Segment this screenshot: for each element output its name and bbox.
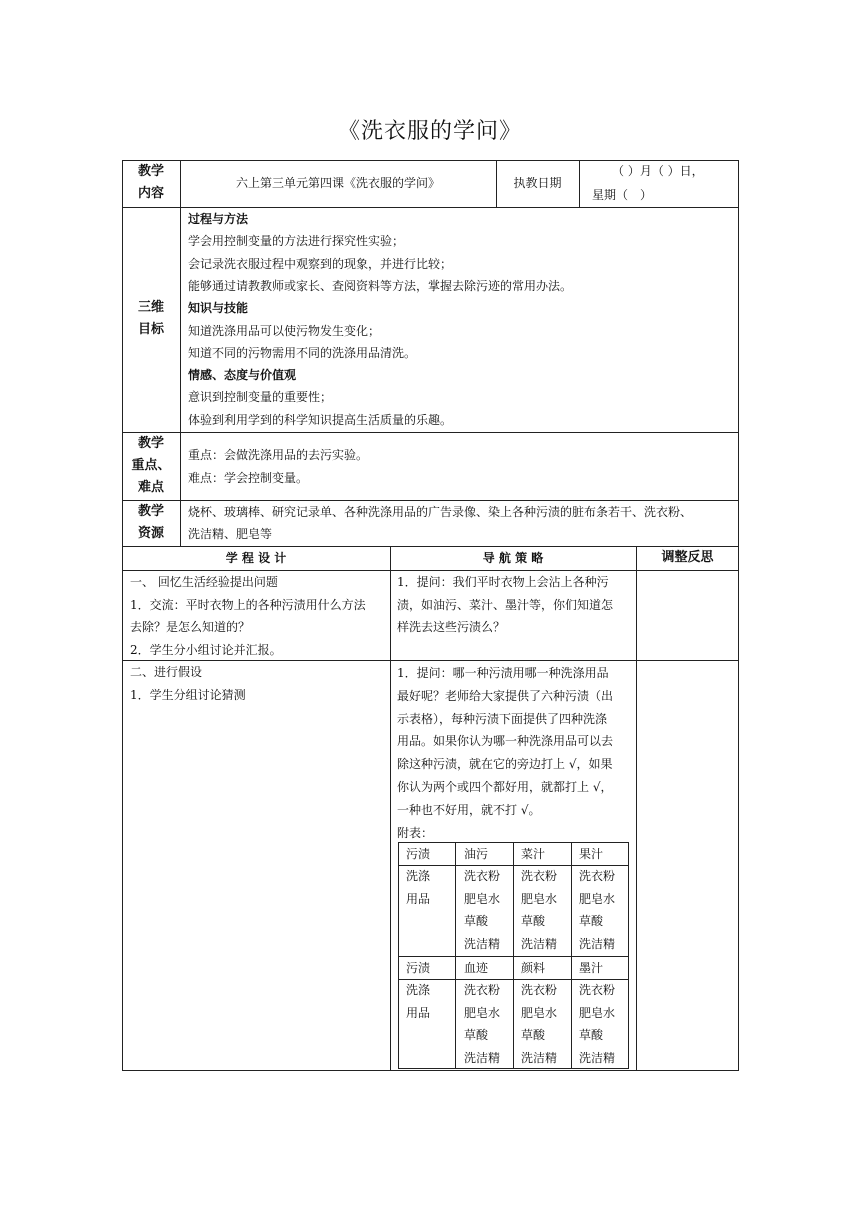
col-divider bbox=[390, 546, 391, 1071]
col-divider bbox=[636, 546, 637, 1071]
col-divider bbox=[180, 160, 181, 546]
product-name: 洗洁精 bbox=[464, 1051, 501, 1066]
product-name: 草酸 bbox=[464, 1028, 489, 1043]
stain-name: 血迹 bbox=[464, 961, 489, 975]
subtable-col-divider bbox=[513, 842, 514, 1069]
product-name: 洗洁精 bbox=[579, 1051, 616, 1066]
goal-heading: 情感、态度与价值观 bbox=[188, 368, 297, 383]
strategy-line: 你认为两个或四个都好用，就都打上 √， bbox=[397, 780, 613, 794]
product-name: 洗衣粉 bbox=[464, 983, 501, 997]
product-name: 草酸 bbox=[579, 1028, 604, 1043]
strategy-line: 附表： bbox=[397, 825, 434, 840]
product-name: 洗洁精 bbox=[579, 937, 616, 952]
product-name: 肥皂水 bbox=[579, 1005, 616, 1020]
label-line: 目标 bbox=[137, 322, 164, 337]
stain-name: 油污 bbox=[464, 847, 489, 861]
label-line: 三维 bbox=[137, 300, 164, 315]
stain-row-label: 污渍 bbox=[406, 847, 431, 861]
goal-line: 学会用控制变量的方法进行探究性实验； bbox=[188, 234, 405, 249]
label-line: 教学 bbox=[137, 164, 164, 179]
strategy-line: 用品。如果你认为哪一种洗涤用品可以去 bbox=[397, 734, 614, 749]
product-name: 草酸 bbox=[464, 914, 489, 929]
learning-line: 二、进行假设 bbox=[130, 665, 203, 679]
learning-line: 1．学生分组讨论猜测 bbox=[130, 688, 246, 702]
label-line: 教学 bbox=[137, 436, 164, 451]
label-line: 内容 bbox=[137, 186, 164, 201]
product-name: 洗衣粉 bbox=[579, 869, 616, 883]
product-name: 洗衣粉 bbox=[464, 869, 501, 883]
stain-row-label: 污渍 bbox=[406, 961, 431, 975]
label-line: 教学 bbox=[137, 504, 164, 519]
product-name: 草酸 bbox=[521, 914, 546, 929]
product-name: 洗洁精 bbox=[521, 1051, 558, 1066]
goal-line: 知道不同的污物需用不同的洗涤用品清洗。 bbox=[188, 345, 417, 360]
products-row-label: 洗涤 bbox=[406, 983, 431, 997]
header-navigation-strategy: 导 航 策 略 bbox=[482, 551, 544, 565]
teaching-date-value: （ ）月（ ）日， bbox=[612, 164, 704, 178]
products-row-label: 洗涤 bbox=[406, 869, 431, 883]
strategy-line: 样洗去这些污渍么？ bbox=[397, 620, 506, 634]
goal-heading: 知识与技能 bbox=[188, 301, 249, 316]
stain-name: 果汁 bbox=[579, 847, 604, 861]
row-divider bbox=[122, 432, 739, 433]
header-learning-design: 学 程 设 计 bbox=[225, 551, 287, 565]
products-row-label: 用品 bbox=[406, 1006, 431, 1020]
products-row-label: 用品 bbox=[406, 892, 431, 906]
strategy-line: 渍，如油污、菜汁、墨汁等，你们知道怎 bbox=[397, 597, 614, 612]
label-line: 重点、 bbox=[131, 458, 171, 473]
col-divider bbox=[579, 160, 580, 207]
row-label-three-dimensional-goals bbox=[122, 297, 180, 341]
strategy-line: 1．提问：我们平时衣物上会沾上各种污 bbox=[397, 575, 609, 589]
product-name: 洗衣粉 bbox=[521, 983, 558, 997]
product-name: 草酸 bbox=[579, 914, 604, 929]
product-name: 肥皂水 bbox=[579, 891, 616, 906]
teaching-weekday-value: 星期（ ） bbox=[592, 188, 653, 202]
label-line: 难点 bbox=[137, 480, 164, 495]
teaching-date-label: 执教日期 bbox=[513, 176, 562, 190]
resources-line: 洗洁精、肥皂等 bbox=[188, 527, 273, 541]
goal-line: 体验到利用学到的科学知识提高生活质量的乐趣。 bbox=[188, 412, 453, 427]
strategy-line: 1．提问：哪一种污渍用哪一种洗涤用品 bbox=[397, 666, 609, 680]
strategy-line: 除这种污渍，就在它的旁边打上 √，如果 bbox=[397, 757, 613, 772]
stain-name: 墨汁 bbox=[579, 961, 604, 975]
row-label-teaching-content bbox=[122, 161, 180, 205]
row-label-key-points bbox=[122, 433, 180, 499]
page-title: 《洗衣服的学问》 bbox=[337, 119, 522, 144]
stain-name: 菜汁 bbox=[521, 847, 546, 861]
row-label-resources bbox=[122, 501, 180, 545]
difficult-point-line: 难点：学会控制变量。 bbox=[188, 471, 309, 485]
subtable-col-divider bbox=[455, 842, 456, 1069]
product-name: 洗洁精 bbox=[464, 937, 501, 952]
product-name: 肥皂水 bbox=[521, 891, 558, 906]
goal-heading: 过程与方法 bbox=[188, 212, 249, 226]
goal-line: 会记录洗衣服过程中观察到的现象，并进行比较； bbox=[188, 256, 453, 271]
header-adjust-reflection: 调整反思 bbox=[661, 550, 714, 565]
product-name: 肥皂水 bbox=[464, 891, 501, 906]
strategy-line: 示表格），每种污渍下面提供了四种洗涤 bbox=[397, 711, 608, 726]
goal-line: 能够通过请教教师或家长、查阅资料等方法，掌握去除污迹的常用办法。 bbox=[188, 278, 573, 293]
strategy-line: 一种也不好用，就不打 √。 bbox=[397, 802, 541, 817]
product-name: 洗衣粉 bbox=[521, 869, 558, 883]
resources-line: 烧杯、玻璃棒、研究记录单、各种洗涤用品的广告录像、染上各种污渍的脏布条若干、洗衣粉、 bbox=[188, 505, 693, 519]
key-point-line: 重点：会做洗涤用品的去污实验。 bbox=[188, 448, 369, 462]
strategy-line: 最好呢？老师给大家提供了六种污渍（出 bbox=[397, 688, 614, 703]
goal-line: 意识到控制变量的重要性； bbox=[188, 390, 333, 405]
learning-line: 1．交流：平时衣物上的各种污渍用什么方法 bbox=[130, 597, 366, 612]
product-name: 肥皂水 bbox=[464, 1005, 501, 1020]
learning-line: 2．学生分小组讨论并汇报。 bbox=[130, 642, 282, 657]
learning-line: 一、 回忆生活经验提出问题 bbox=[130, 575, 278, 589]
product-name: 肥皂水 bbox=[521, 1005, 558, 1020]
learning-line: 去除？是怎么知道的？ bbox=[130, 620, 251, 634]
stain-name: 颜料 bbox=[521, 961, 546, 975]
product-name: 草酸 bbox=[521, 1028, 546, 1043]
product-name: 洗衣粉 bbox=[579, 983, 616, 997]
product-name: 洗洁精 bbox=[521, 937, 558, 952]
goal-line: 知道洗涤用品可以使污物发生变化； bbox=[188, 323, 381, 338]
subtable-col-divider bbox=[571, 842, 572, 1069]
label-line: 资源 bbox=[137, 526, 164, 541]
lesson-title-cell: 六上第三单元第四课《洗衣服的学问》 bbox=[235, 176, 440, 190]
